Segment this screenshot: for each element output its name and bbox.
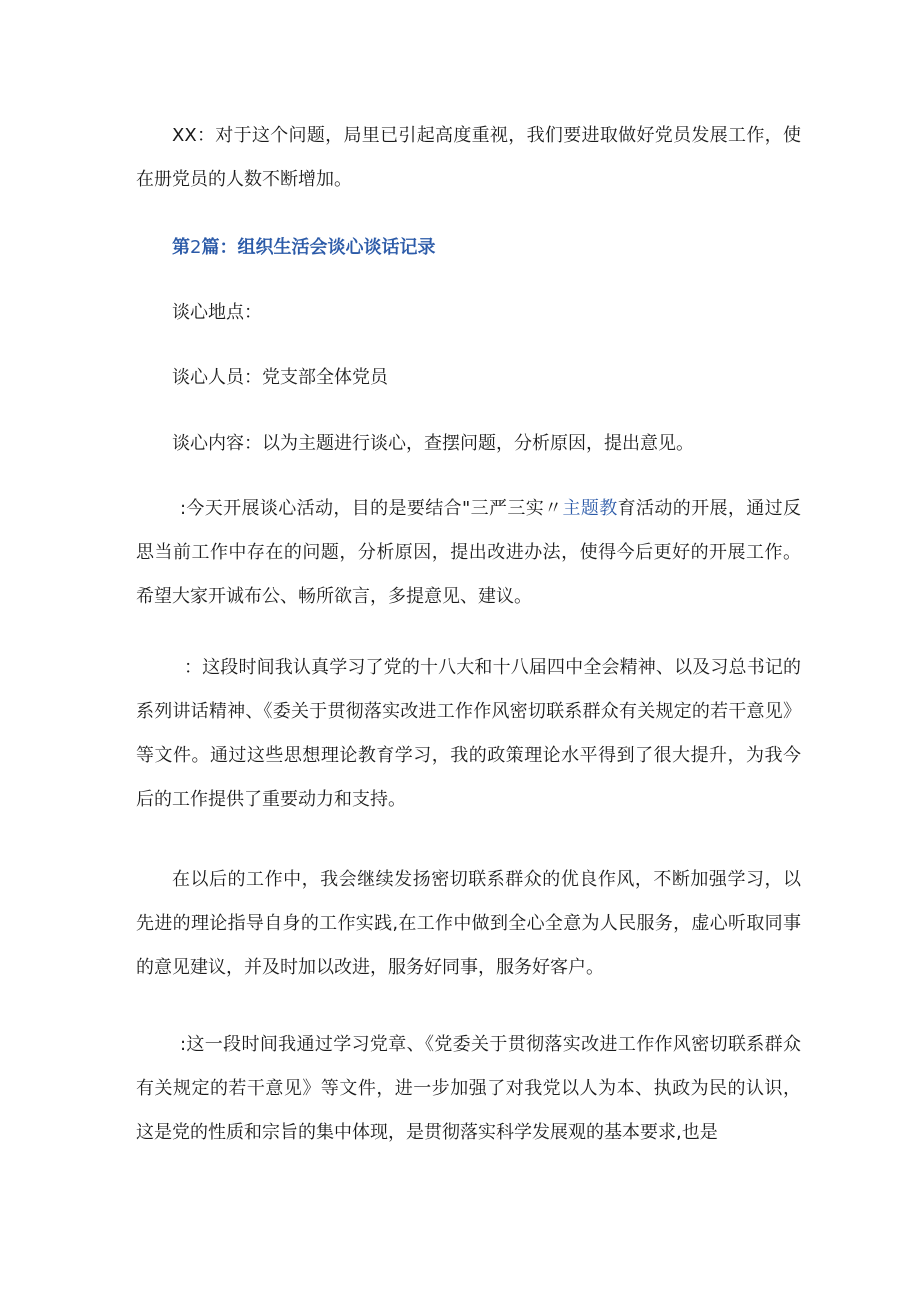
- heading-number: 2: [190, 237, 202, 258]
- talk-content-line: 谈心内容：以为主题进行谈心，查摆问题，分析原因，提出意见。: [172, 433, 694, 454]
- talk-people-line: 谈心人员：党支部全体党员: [172, 367, 388, 388]
- opening-text-start: :今天开展谈心活动，目的是要结合"三严三实〃: [180, 498, 563, 519]
- study-paragraph: ：这段时间我认真学习了党的十八大和十八届四中全会精神、以及习总书记的系列讲话精神、《委关于贯彻落实改进工作作风密切联系群众有关规定的若干意见》等文件。通过这些思想理论教育学习，我的政策理论水平得到了很大提升，为我今后的工作提供了重要动力和支持。: [136, 657, 801, 810]
- heading-prefix: 第: [172, 237, 190, 258]
- talk-place-line: 谈心地点：: [172, 302, 262, 323]
- opening-text-end: 育活动的开展，通过反思当前工作中存在的问题，分析原因，提出改进办法，使得今后更好的开展工作。希望大家开诚布公、畅所欲言，多提意见、建议。: [136, 498, 802, 607]
- future-work-paragraph: 在以后的工作中，我会继续发扬密切联系群众的优良作风，不断加强学习，以先进的理论指导自身的工作实践,在工作中做到全心全意为人民服务，虚心听取同事的意见建议，并及时加以改进，服务好同事，服务好客户。: [136, 869, 801, 978]
- heading-title: 篇：组织生活会谈心谈话记录: [201, 237, 436, 258]
- xx-reply-paragraph: XX：对于这个问题，局里已引起高度重视，我们要进取做好党员发展工作，使在册党员的人数不断增加。: [136, 125, 801, 190]
- theme-education-link[interactable]: 主题教: [562, 498, 618, 519]
- opening-paragraph: [136, 487, 801, 619]
- party-study-paragraph: :这一段时间我通过学习党章、《党委关于贯彻落实改进工作作风密切联系群众有关规定的若干意见》等文件，进一步加强了对我党以人为本、执政为民的认识，这是党的性质和宗旨的集中体现，是贯彻落实科学发展观的基本要求,也是: [136, 1034, 801, 1143]
- section-heading: [172, 226, 435, 270]
